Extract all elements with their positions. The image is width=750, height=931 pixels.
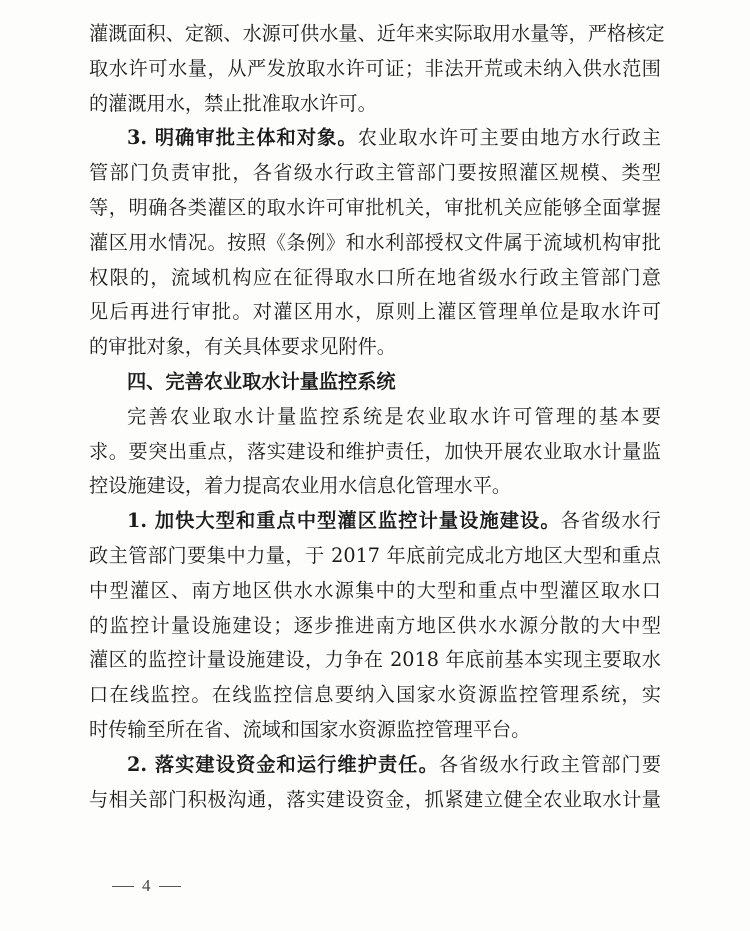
text-line: 灌区用水情况。按照《条例》和水利部授权文件属于流域机构审批 [89, 230, 661, 254]
text-line: 与相关部门积极沟通，落实建设资金，抓紧建立健全农业取水计量 [89, 787, 661, 811]
footer-dash-right [159, 886, 181, 887]
item-lead: 1. 加快大型和重点中型灌区监控计量设施建设。 [127, 509, 561, 533]
text-line: 政主管部门要集中力量，于 2017 年底前完成北方地区大型和重点 [89, 543, 661, 567]
item-text: 农业取水许可主要由地方水行政主 [357, 126, 661, 150]
text-line: 完善农业取水计量监控系统是农业取水许可管理的基本要 [127, 404, 661, 428]
text-line [89, 121, 661, 156]
text-line: 取水许可水量，从严发放取水许可证；非法开荒或未纳入供水范围 [89, 56, 661, 80]
text-line [89, 504, 661, 539]
section-heading: 四、完善农业取水计量监控系统 [127, 369, 396, 393]
text-line: 的灌溉用水，禁止批准取水许可。 [89, 91, 377, 115]
text-line: 的审批对象，有关具体要求见附件。 [89, 335, 396, 359]
page-number: 4 [142, 876, 151, 895]
text-line: 见后再进行审批。对灌区用水，原则上灌区管理单位是取水许可 [89, 300, 661, 324]
text-line: 时传输至所在省、流域和国家水资源监控管理平台。 [89, 717, 531, 741]
text-line: 灌区的监控计量设施建设，力争在 2018 年底前基本实现主要取水 [89, 648, 661, 672]
item-text: 各省级水行 [560, 509, 661, 533]
item-lead: 3. 明确审批主体和对象。 [127, 126, 358, 150]
item-lead: 2. 落实建设资金和运行维护责任。 [127, 752, 439, 776]
text-line: 求。要突出重点，落实建设和维护责任，加快开展农业取水计量监 [89, 439, 661, 463]
text-line: 等，明确各类灌区的取水许可审批机关，审批机关应能够全面掌握 [89, 195, 661, 219]
item-text: 各省级水行政主管部门要 [438, 752, 662, 776]
body-text [89, 17, 665, 817]
text-line [89, 748, 661, 783]
text-line: 管部门负责审批，各省级水行政主管部门要按照灌区规模、类型 [89, 161, 661, 185]
text-line: 权限的，流域机构应在征得取水口所在地省级水行政主管部门意 [89, 265, 661, 289]
text-line: 控设施建设，着力提高农业用水信息化管理水平。 [89, 474, 512, 498]
text-line: 灌溉面积、定额、水源可供水量、近年来实际取用水量等，严格核定 [89, 22, 665, 45]
text-line: 口在线监控。在线监控信息要纳入国家水资源监控管理系统，实 [89, 683, 661, 707]
text-line: 的监控计量设施建设；逐步推进南方地区供水水源分散的大中型 [89, 613, 661, 637]
footer-dash-left [112, 886, 134, 887]
text-line: 中型灌区、南方地区供水水源集中的大型和重点中型灌区取水口 [89, 578, 661, 602]
page-footer [112, 876, 181, 896]
